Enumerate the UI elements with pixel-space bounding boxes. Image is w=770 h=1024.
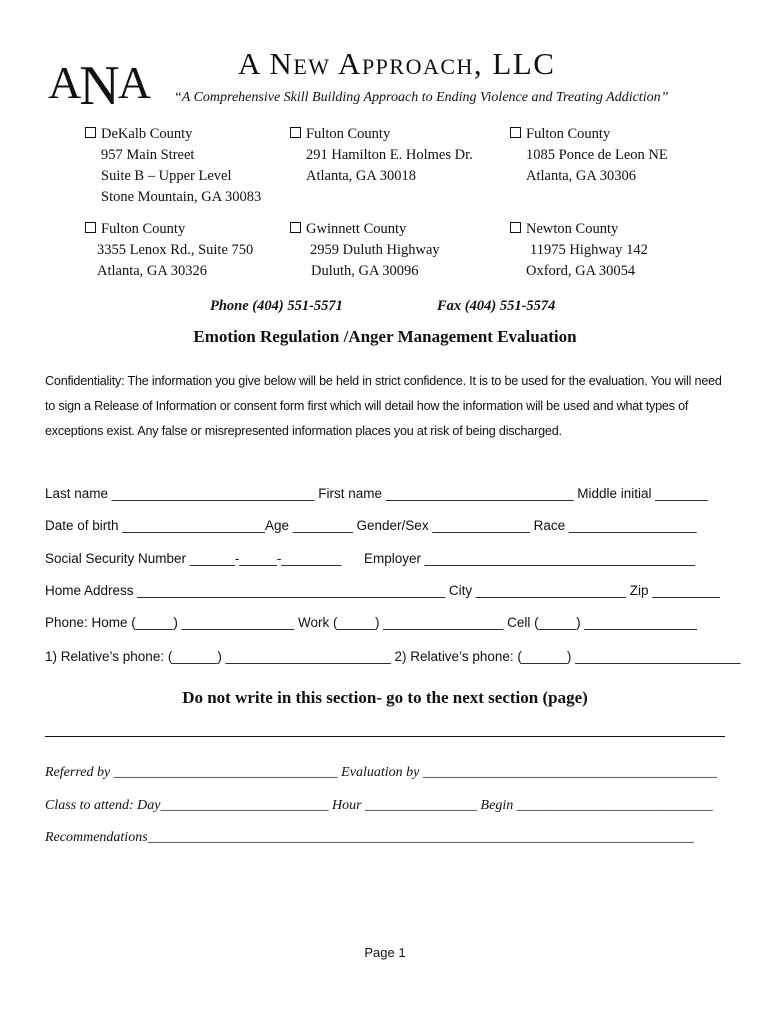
checkbox-icon[interactable]: [290, 222, 301, 233]
confidentiality-notice: Confidentiality: The information you give below will be held in strict confidence. It is to be used for the evaluation. You will need to sign a Release of Information or consent form first which will detail how the information will be used and what types of exceptions exist. Any false or misrepresented information places you at risk of being discharged.: [45, 374, 722, 438]
form-title: Emotion Regulation /Anger Management Evaluation: [193, 327, 577, 346]
checkbox-icon[interactable]: [290, 127, 301, 138]
office-newton: [510, 219, 648, 282]
office-address-line: Oxford, GA 30054: [526, 263, 636, 279]
section-note: Do not write in this section- go to the next section (page): [182, 688, 588, 707]
checkbox-icon[interactable]: [510, 222, 521, 233]
office-dekalb: [85, 124, 261, 208]
office-gwinnett: [290, 219, 440, 282]
fax-number: Fax (404) 551-5574: [437, 298, 556, 314]
office-fulton-ponce: [510, 124, 668, 187]
checkbox-icon[interactable]: [85, 127, 96, 138]
office-county: Fulton County: [306, 126, 391, 142]
address-fields-row[interactable]: Home Address _________________________________________ City ____________________ Zip _________: [45, 583, 720, 598]
office-address-line: 1085 Ponce de Leon NE: [526, 147, 668, 163]
logo-letter-a2: A: [117, 57, 149, 108]
office-county: Gwinnett County: [306, 221, 407, 237]
phone-number: Phone (404) 551-5571: [210, 298, 343, 314]
office-county: Newton County: [526, 221, 619, 237]
office-address-line: Atlanta, GA 30018: [306, 168, 416, 184]
logo: [48, 48, 149, 117]
office-address-line: 2959 Duluth Highway: [310, 242, 440, 258]
office-county: Fulton County: [101, 221, 186, 237]
employer-field[interactable]: Employer ____________________________________: [364, 551, 696, 566]
office-address-line: 11975 Highway 142: [530, 242, 648, 258]
name-fields-row[interactable]: Last name ___________________________ First name _________________________ Middle initial _______: [45, 486, 708, 501]
office-address-line: 291 Hamilton E. Holmes Dr.: [306, 147, 473, 163]
dob-fields-row[interactable]: Date of birth ___________________Age ________ Gender/Sex _____________ Race _________________: [45, 518, 697, 533]
office-fulton-lenox: [85, 219, 253, 282]
office-address-line: Atlanta, GA 30326: [97, 263, 207, 279]
recommendations-row: Recommendations______________________________________________________________________________: [45, 830, 694, 845]
referred-evaluation-row: Referred by ________________________________ Evaluation by __________________________________________: [45, 765, 717, 780]
tagline: “A Comprehensive Skill Building Approach to Ending Violence and Treating Addiction”: [174, 90, 669, 105]
office-address-line: 957 Main Street: [101, 147, 195, 163]
logo-letter-n: N: [79, 55, 118, 117]
company-name: A New Approach, LLC: [238, 46, 556, 81]
ssn-field[interactable]: Social Security Number ______-_____-________: [45, 551, 342, 566]
class-row: Class to attend: Day________________________ Hour ________________ Begin ____________________________: [45, 798, 713, 813]
office-fulton-hamilton: [290, 124, 473, 187]
logo-letter-a: A: [48, 57, 80, 108]
office-address-line: Duluth, GA 30096: [311, 263, 419, 279]
office-county: DeKalb County: [101, 126, 193, 142]
office-address-line: 3355 Lenox Rd., Suite 750: [97, 242, 254, 258]
office-county: Fulton County: [526, 126, 611, 142]
relative-phone-row[interactable]: 1) Relative’s phone: (______) ______________________ 2) Relative’s phone: (______) ______________________: [45, 649, 741, 664]
checkbox-icon[interactable]: [85, 222, 96, 233]
office-address-line: Suite B – Upper Level: [101, 168, 232, 184]
page-number: Page 1: [364, 945, 406, 960]
divider: [45, 736, 725, 737]
phone-fields-row[interactable]: Phone: Home (_____) _______________ Work (_____) ________________ Cell (_____) _______________: [45, 615, 698, 630]
office-address-line: Stone Mountain, GA 30083: [101, 189, 262, 205]
checkbox-icon[interactable]: [510, 127, 521, 138]
office-address-line: Atlanta, GA 30306: [526, 168, 636, 184]
